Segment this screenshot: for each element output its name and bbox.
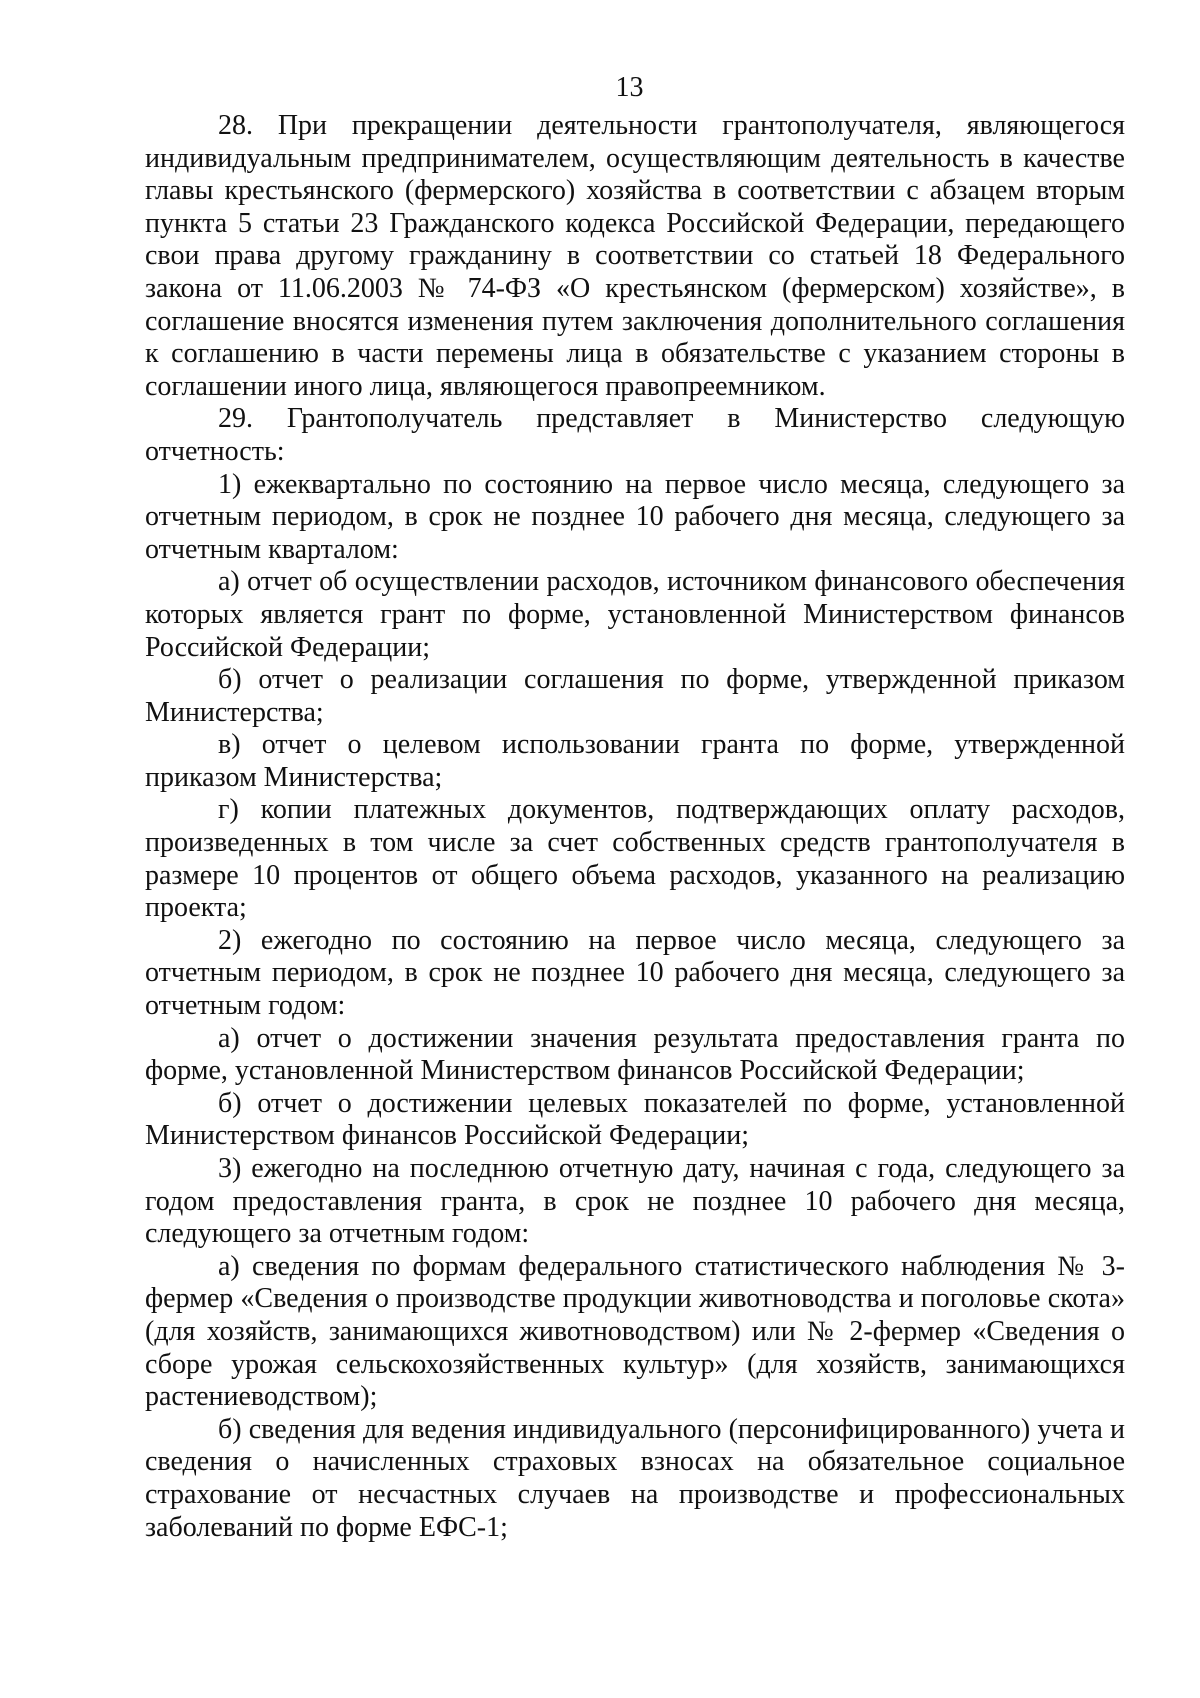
item-3a: а) сведения по формам федерального статистического наблюдения № 3-фермер «Сведения о производстве продукции животноводства и поголовье скота» (для хозяйств, занимающихся животноводством) или № 2-фермер «Сведения о сборе урожая сельскохозяйственных культур» (для хозяйств, занимающихся растениеводством); xyxy=(145,1250,1125,1413)
item-1g: г) копии платежных документов, подтверждающих оплату расходов, произведенных в том числе за счет собственных средств грантополучателя в размере 10 процентов от общего объема расходов, указанного на реализацию проекта; xyxy=(145,794,1125,924)
document-body xyxy=(145,110,1125,1544)
paragraph-29: 29. Грантополучатель представляет в Министерство следующую отчетность: xyxy=(145,403,1125,467)
item-2b: б) отчет о достижении целевых показателей по форме, установленной Министерством финансов Российской Федерации; xyxy=(145,1087,1125,1152)
item-2-annual: 2) ежегодно по состоянию на первое число месяца, следующего за отчетным периодом, в срок не позднее 10 рабочего дня месяца, следующего за отчетным годом: xyxy=(145,924,1125,1022)
item-3b: б) сведения для ведения индивидуального (персонифицированного) учета и сведения о начисленных страховых взносах на обязательное социальное страхование от несчастных случаев на производстве и профессиональных заболеваний по форме ЕФС-1; xyxy=(145,1413,1125,1543)
item-1v: в) отчет о целевом использовании гранта по форме, утвержденной приказом Министерства; xyxy=(145,729,1125,793)
item-1-quarterly: 1) ежеквартально по состоянию на первое число месяца, следующего за отчетным периодом, в срок не позднее 10 рабочего дня месяца, следующего за отчетным кварталом: xyxy=(145,468,1125,565)
item-1b: б) отчет о реализации соглашения по форме, утвержденной приказом Министерства; xyxy=(145,664,1125,728)
item-3-annual-last-date: 3) ежегодно на последнюю отчетную дату, начиная с года, следующего за годом предоставления гранта, в срок не позднее 10 рабочего дня месяца, следующего за отчетным годом: xyxy=(145,1153,1125,1250)
item-1a: а) отчет об осуществлении расходов, источником финансового обеспечения которых является грант по форме, установленной Министерством финансов Российской Федерации; xyxy=(145,566,1125,663)
page-number: 13 xyxy=(615,72,644,103)
item-2a: а) отчет о достижении значения результата предоставления гранта по форме, установленной Министерством финансов Российской Федерации; xyxy=(145,1022,1125,1087)
paragraph-28: 28. При прекращении деятельности грантополучателя, являющегося индивидуальным предпринимателем, осуществляющим деятельность в качестве главы крестьянского (фермерского) хозяйства в соответствии с абзацем вторым пункта 5 статьи 23 Гражданского кодекса Российской Федерации, передающего свои права другому гражданину в соответствии со статьей 18 Федерального закона от 11.06.2003 № 74-ФЗ «О крестьянском (фермерском) хозяйстве», в соглашение вносятся изменения путем заключения дополнительного соглашения к соглашению в части перемены лица в обязательстве с указанием стороны в соглашении иного лица, являющегося правопреемником. xyxy=(145,110,1125,402)
